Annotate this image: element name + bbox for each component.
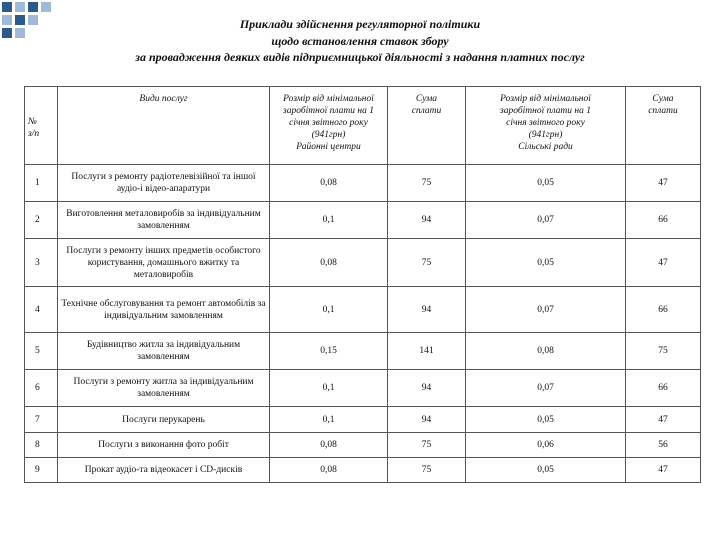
- cell-district-sum: 94: [388, 287, 466, 333]
- cell-village-rate: 0,06: [466, 433, 626, 458]
- cell-service: Послуги з ремонту радіотелевізійної та іншої аудіо-і відео-апаратури: [58, 165, 270, 202]
- header-line: Розмір від мінімальної: [283, 94, 374, 104]
- header-line: січня звітного року: [289, 118, 368, 128]
- cell-service: Прокат аудіо-та відеокасет і CD-дисків: [58, 458, 270, 483]
- cell-village-rate: 0,05: [466, 165, 626, 202]
- cell-village-rate: 0,05: [466, 407, 626, 433]
- cell-district-rate: 0,1: [270, 370, 388, 407]
- cell-village-rate: 0,05: [466, 239, 626, 287]
- header-line: сплати: [648, 106, 678, 116]
- cell-village-sum: 66: [626, 370, 701, 407]
- header-line: Сума: [415, 94, 438, 104]
- cell-num: 8: [25, 433, 58, 458]
- cell-district-rate: 0,1: [270, 202, 388, 239]
- cell-num: 9: [25, 458, 58, 483]
- cell-village-rate: 0,07: [466, 202, 626, 239]
- table-header-row: [25, 87, 701, 165]
- cell-district-sum: 75: [388, 433, 466, 458]
- cell-district-rate: 0,1: [270, 407, 388, 433]
- table-row: [25, 458, 701, 483]
- title-line-3: за провадження деяких видів підприємницької діяльності з надання платних послуг: [135, 50, 585, 64]
- cell-district-sum: 94: [388, 202, 466, 239]
- table-row: [25, 407, 701, 433]
- table-row: [25, 239, 701, 287]
- table-row: [25, 333, 701, 370]
- cell-service: Послуги з ремонту інших предметів особистого користування, домашнього вжитку та металовиробів: [58, 239, 270, 287]
- cell-village-rate: 0,08: [466, 333, 626, 370]
- cell-district-sum: 75: [388, 458, 466, 483]
- cell-service: Виготовлення металовиробів за індивідуальним замовленням: [58, 202, 270, 239]
- cell-village-sum: 56: [626, 433, 701, 458]
- cell-service: Послуги з виконання фото робіт: [58, 433, 270, 458]
- cell-district-rate: 0,1: [270, 287, 388, 333]
- header-district-sum: [388, 87, 466, 165]
- header-line: заробітної плати на 1: [500, 106, 591, 116]
- table-row: [25, 370, 701, 407]
- cell-district-rate: 0,08: [270, 433, 388, 458]
- cell-village-sum: 47: [626, 407, 701, 433]
- cell-district-sum: 75: [388, 239, 466, 287]
- cell-district-sum: 94: [388, 370, 466, 407]
- cell-district-sum: 75: [388, 165, 466, 202]
- header-line: Сільські ради: [518, 142, 573, 152]
- title-line-2: щодо встановлення ставок збору: [271, 33, 449, 48]
- table-row: [25, 202, 701, 239]
- header-line: (941грн): [528, 130, 563, 140]
- header-line: сплати: [411, 106, 442, 116]
- cell-village-sum: 47: [626, 165, 701, 202]
- table-row: [25, 165, 701, 202]
- cell-village-sum: 47: [626, 239, 701, 287]
- cell-service: Послуги з ремонту житла за індивідуальним замовленням: [58, 370, 270, 407]
- cell-village-rate: 0,07: [466, 287, 626, 333]
- header-line: Районні центри: [296, 142, 361, 152]
- cell-village-rate: 0,05: [466, 458, 626, 483]
- title-line-1: Приклади здійснення регуляторної політики: [239, 17, 481, 31]
- cell-village-sum: 75: [626, 333, 701, 370]
- cell-village-sum: 47: [626, 458, 701, 483]
- header-line: Сума: [652, 94, 674, 104]
- cell-district-sum: 94: [388, 407, 466, 433]
- rates-table: [24, 86, 701, 483]
- header-village-rate: [466, 87, 626, 165]
- header-num: [25, 87, 58, 165]
- cell-district-rate: 0,08: [270, 165, 388, 202]
- header-line: заробітної плати на 1: [283, 106, 374, 116]
- cell-service: Будівництво житла за індивідуальним замовленням: [58, 333, 270, 370]
- cell-village-sum: 66: [626, 287, 701, 333]
- cell-num: 1: [25, 165, 58, 202]
- cell-district-rate: 0,08: [270, 458, 388, 483]
- cell-num: 6: [25, 370, 58, 407]
- header-village-sum: [626, 87, 701, 165]
- header-line: (941грн): [311, 130, 346, 140]
- cell-num: 2: [25, 202, 58, 239]
- cell-district-rate: 0,15: [270, 333, 388, 370]
- header-line: Розмір від мінімальної: [500, 94, 591, 104]
- cell-num: 5: [25, 333, 58, 370]
- header-num-line: №: [28, 117, 37, 127]
- cell-village-rate: 0,07: [466, 370, 626, 407]
- cell-village-sum: 66: [626, 202, 701, 239]
- cell-num: 3: [25, 239, 58, 287]
- cell-num: 7: [25, 407, 58, 433]
- cell-service: Технічне обслуговування та ремонт автомобілів за індивідуальним замовленням: [58, 287, 270, 333]
- header-district-rate: [270, 87, 388, 165]
- header-service: Види послуг: [58, 87, 270, 165]
- cell-district-rate: 0,08: [270, 239, 388, 287]
- table-row: [25, 287, 701, 333]
- table-row: [25, 433, 701, 458]
- page-title: [0, 16, 720, 66]
- cell-num: 4: [25, 287, 58, 333]
- header-num-line: з/п: [28, 129, 40, 139]
- cell-district-sum: 141: [388, 333, 466, 370]
- cell-service: Послуги перукарень: [58, 407, 270, 433]
- header-line: січня звітного року: [506, 118, 585, 128]
